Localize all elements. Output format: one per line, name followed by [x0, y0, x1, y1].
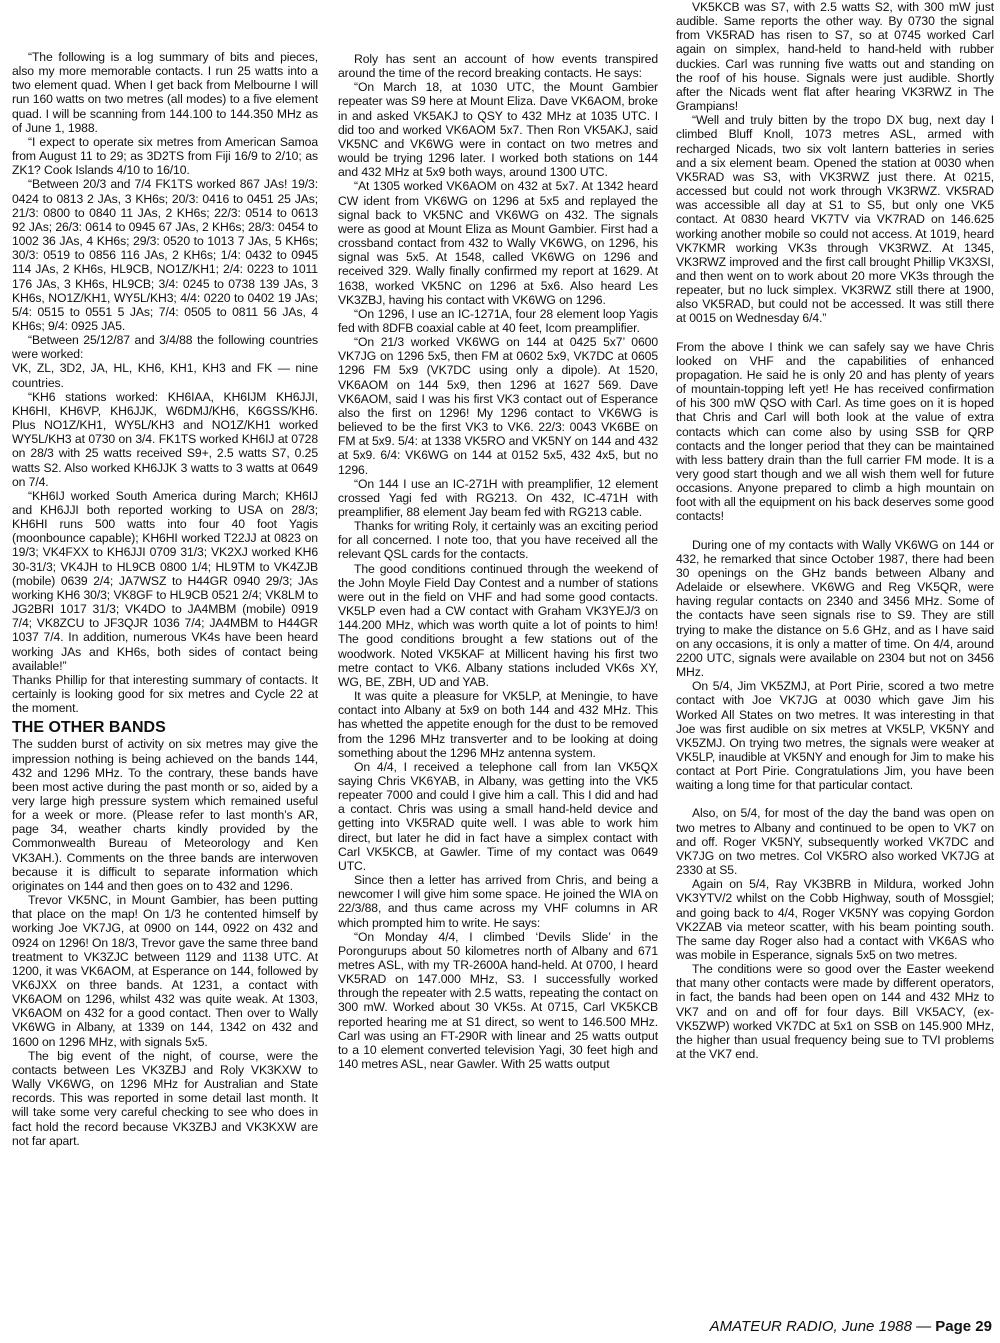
page-footer	[710, 1318, 992, 1336]
paragraph: VK5KCB was S7, with 2.5 watts S2, with 300 mW just audible. Same reports the other way. By 0730 the signal from VK5RAD has risen to S7, so at 0745 worked Carl again on simplex, hand-held to hand-held with rubber duckies. Carl was running five watts out and standing on the roof of his house. Signals were just audible. Shortly after the Nicads went flat after hearing VK3RWZ in The Grampians!	[676, 0, 994, 114]
paragraph: “Well and truly bitten by the tropo DX bug, next day I climbed Bluff Knoll, 1073 metres ASL, armed with recharged Nicads, two six volt lantern batteries in series and a six element beam. Opened the station at 0030 when VK5RAD was S3, with VK3RWZ just there. At 0215, accessed but could not work through VK3RWZ. VK5RAD was accessible all day at S1 to S5, but only one VK5 contact. At 0830 heard VK7TV via VK7RAD on 146.625 working another mobile so could not access. At 1019, heard VK7KMR working VK3s through VK3RWZ. At 1345, VK3RWZ improved and the first call brought Phillip VK3XSI, and then went on to work about 20 more VK3s through the repeater, but no luck simplex. VK3RWZ still there at 1900, also VK5RAD, but could not be accessed. It was still there at 0015 on Wednesday 6/4.”	[676, 113, 994, 326]
paragraph: On 4/4, I received a telephone call from Ian VK5QX saying Chris VK6YAB, in Albany, was getting into the VK5 repeater 7000 and could I give him a call. This I did and had a contact. Chris was using a small hand-held device and getting into VK5RAD quite well. I was able to work him direct, but later he did in fact have a simplex contact with Carl VK5KCB, at Gawler. Time of my contact was 0649 UTC.	[338, 759, 658, 873]
paragraph: “KH6IJ worked South America during March; KH6IJ and KH6JJI both reported working to USA on 28/3; KH6HI runs 500 watts into four 40 foot Yagis (moonbounce capable); KH6HI worked T22JJ at 0823 on 19/3; VK4FXX to KH6JJI 0709 31/3; VK2XJ worked KH6 30-31/3; VK4JH to HL9CB 0800 1/4; HL9TM to VK4ZJB (mobile) 0639 2/4; JA7WSZ to H44GR 0940 29/3; JAs working KH6 30/3; VK8GF to HL9CB 0521 2/4; VK8LM to JG2BRI 1017 31/3; VK4DO to JA4MBM (mobile) 0919 7/4; VK8ZCU to JF3QJR 1036 7/4; JA4MBM to H44GR 1037 7/4. In addition, numerous VK4s have been heard working JAs and KH6s, both sides of contact being available!”	[12, 488, 318, 673]
paragraph: During one of my contacts with Wally VK6WG on 144 or 432, he remarked that since October 1987, there had been 30 openings on the GHz bands between Albany and Adelaide or elsewhere. VK6WG and Reg VK5QR, were having regular contacts on 2340 and 3456 MHz. Some of the contacts have seen signals rise to S9. They are still trying to make the distance on 5.6 GHz, and as I have said on any occasions, it is only a matter of time. On 4/4, around 2200 UTC, signals were available on 2304 but not on 3456 MHz.	[676, 537, 994, 680]
paragraph: Also, on 5/4, for most of the day the band was open on two metres to Albany and continued to be open to VK7 on and off. Roger VK5NY, subsequently worked VK7DC and VK7JG on two metres. Col VK5RO also worked VK7JG at 2330 at S5.	[676, 806, 994, 878]
column-3	[676, 0, 994, 1061]
paragraph: “On 1296, I use an IC-1271A, four 28 element loop Yagis fed with 8DFB coaxial cable at 40 feet, Icom preamplifier.	[338, 306, 658, 335]
paragraph: From the above I think we can safely say we have Chris looked on VHF and the capabilities of enhanced propagation. He said he is only 20 and has plenty of years of mountain-topping left yet! He has received confirmation of his 300 mW QSO with Carl. As time goes on it is hoped that Chris and Carl will both look at the value of extra contacts which can come also by using SSB for QRP contacts and the longer period that they can be maintained with less battery drain than the full carrier FM mode. It is a very good start though and we all wish them well for future occasions. Anyone prepared to climb a high mountain on foot with all the equipment on his back deserves some good contacts!	[676, 339, 994, 524]
paragraph: Thanks for writing Roly, it certainly was an exciting period for all concerned. I note too, that you have received all the relevant QSL cards for the contacts.	[338, 519, 658, 562]
column-2	[338, 52, 658, 1071]
paragraph: “On 21/3 worked VK6WG on 144 at 0425 5x7’ 0600 VK7JG on 1296 5x5, then FM at 0602 5x9, VK7DC at 0605 1296 FM 5x9 (VK7DC using only a dipole). At 1520, VK6AOM on 144 5x9, then 1296 at 1627 569. Dave VK6AOM, said I was his first VK3 contact out of Esperance also the first on 1296! My 1296 contact to VK6WG is believed to be the first VK3 to VK6. 22/3: 0043 VK6BE on FM at 5x9. 5/4: at 1338 VK5RO and VK5NY on 144 and 432 at 5x9. 6/4: VK6WG on 144 at 0152 5x5, 432 4x5, but no 1296.	[338, 335, 658, 477]
paragraph: “I expect to operate six metres from American Samoa from August 11 to 29; as 3D2TS from Fiji 16/9 to 2/10; as ZK1? Cook Islands 4/10 to 16/10.	[12, 134, 318, 178]
page-number: Page 29	[935, 1318, 992, 1335]
paragraph: “At 1305 worked VK6AOM on 432 at 5x7. At 1342 heard CW ident from VK6WG on 1296 at 5x5 and replayed the signal back to VK5NC and VK6WG on 432. The signals were as good at Mount Eliza as Mount Gambier. First had a crossband contact from 432 to Wally VK6WG, on 1296, his signal was 5x5. At 1548, called VK6WG on 1296 and received 329. Wally finally confirmed my report at 1629. At 1638, worked VK5NC on 1296 at 5x6. Also heard Les VK3ZBJ, having his contact with VK6WG on 1296.	[338, 179, 658, 307]
paragraph: “Between 25/12/87 and 3/4/88 the following countries were worked:	[12, 333, 318, 362]
publication-title: AMATEUR RADIO, June 1988	[709, 1318, 912, 1335]
paragraph: VK, ZL, 3D2, JA, HL, KH6, KH1, KH3 and FK — nine countries.	[12, 361, 318, 390]
paragraph: “Between 20/3 and 7/4 FK1TS worked 867 JAs! 19/3: 0424 to 0813 2 JAs, 3 KH6s; 20/3: 0416 to 0451 25 JAs; 21/3: 0800 to 0840 11 JAs, 2 KH6s; 22/3: 0514 to 0613 92 JAs; 26/3: 0614 to 0945 67 JAs, 2 KH6s; 28/3: 0454 to 1002 36 JAs, 4 KH6s; 29/3: 0520 to 1013 7 JAs, 5 KH6s; 30/3: 0519 to 0856 116 JAs, 2 KH6s; 1/4: 0432 to 0945 114 JAs, 2 KH6s, HL9CB, NO1Z/KH1; 2/4: 0223 to 1011 176 JAs, 3 KH6s, HL9CB; 3/4: 0245 to 0738 139 JAs, 3 KH6s, NO1Z/KH1, WY5L/KH3; 4/4: 0220 to 0402 19 JAs; 5/4: 0515 to 0551 5 JAs; 7/4: 0505 to 0811 56 JAs, 4 KH6s; 9/4: 0925 JA5.	[12, 177, 318, 333]
paragraph: “On March 18, at 1030 UTC, the Mount Gambier repeater was S9 here at Mount Eliza. Dave VK6AOM, broke in and asked VK5AKJ to QSY to 432 MHz at 1035 UTC. I did too and worked VK6AOM 5x7. Then Ron VK5AKJ, said VK5NC and VK6WG were in contact on two metres and would be trying 1296 later. I worked both stations on 144 and 432 MHz at 5x9 both ways, around 1300 UTC.	[338, 80, 658, 180]
paragraph: Roly has sent an account of how events transpired around the time of the record breaking contacts. He says:	[338, 52, 658, 81]
paragraph: The good conditions continued through the weekend of the John Moyle Field Day Contest and a number of stations were out in the field on VHF and had some good contacts. VK5LP even had a CW contact with Graham VK3YEJ/3 on 144.200 MHz, which was worth quite a lot of points to him! The good conditions brought a few stations out of the woodwork. Noted VK5KAF at Millicent having his first two metre contact to VK6. Albany stations included VK6s XY, WG, BE, ZBH, UD and YAB.	[338, 561, 658, 689]
paragraph: On 5/4, Jim VK5ZMJ, at Port Pirie, scored a two metre contact with Joe VK7JG at 0030 which gave Jim his Worked All States on two metres. It was interesting in that Joe was first audible on six metres at VK5LP, VK5NY and VK5ZMJ. On trying two metres, the signals were weaker at VK5LP, inaudible at VK5NY and enough for Jim to make his contact at Port Pirie. Congratulations Jim, you have been waiting a long time for that particular contact.	[676, 679, 994, 793]
paragraph: Since then a letter has arrived from Chris, and being a newcomer I will give him some space. He joined the WIA on 22/3/88, and thus came across my VHF columns in AR which prompted him to write. He says:	[338, 873, 658, 930]
footer-separator: —	[911, 1318, 936, 1335]
paragraph: It was quite a pleasure for VK5LP, at Meningie, to have contact into Albany at 5x9 on both 144 and 432 MHz. This has whetted the appetite enough for the dust to be removed from the 1296 MHz transverter and to be looking at doing something about the 1296 MHz antenna system.	[338, 689, 658, 760]
paragraph: “KH6 stations worked: KH6IAA, KH6IJM KH6JJI, KH6HI, KH6VP, KH6JJK, W6DMJ/KH6, K6GSS/KH6. Plus NO1Z/KH1, WY5L/KH3 and NO1Z/KH1 worked WY5L/KH3 at 0730 on 3/4. FK1TS worked KH6IJ at 0728 on 28/3 with 25 watts received S9+, 2.5 watts S7, 0.25 watts S2. Also worked KH6JJK 3 watts to 3 watts at 0649 on 7/4.	[12, 389, 318, 489]
paragraph: Trevor VK5NC, in Mount Gambier, has been putting that place on the map! On 1/3 he contented himself by working Joe VK7JG, at 0900 on 144, 0922 on 432 and 0924 on 1296! On 18/3, Trevor gave the same three band treatment to VK3ZJC between 1129 and 1138 UTC. At 1200, it was VK6AOM, at Esperance on 144, followed by VK6JXX on three bands. At 1231, a contact with VK6AOM on 1296, whilst 432 was quite weak. At 1303, VK6AOM on 432 for a good contact. Then over to Wally VK6WG in Albany, at 1339 on 144, 1342 on 432 and 1600 on 1296 MHz, with signals 5x5.	[12, 893, 318, 1049]
paragraph: “On 144 I use an IC-271H with preamplifier, 12 element crossed Yagi fed with RG213. On 432, IC-471H with preamplifier, 88 element Jay beam fed with RG213 cable.	[338, 476, 658, 519]
section-heading: THE OTHER BANDS	[12, 719, 166, 737]
paragraph: Again on 5/4, Ray VK3BRB in Mildura, worked John VK3YTV/2 whilst on the Cobb Highway, south of Mossgiel; and going back to 4/4, Roger VK5NY was copying Gordon VK2ZAB via meteor scatter, with his beam pointing south. The same day Roger also had a contact with VK6AS who was mobile in Esperance, signals 5x5 on two metres.	[676, 877, 994, 962]
paragraph: “On Monday 4/4, I climbed ‘Devils Slide’ in the Porongurups about 50 kilometres north of Albany and 671 metres ASL, with my TR-2600A hand-held. At 0700, I heard VK5RAD on 147.000 MHz, S3. I successfully worked through the repeater with 2.5 watts, repeating the contact on 300 mW. Worked about 30 VK5s. At 0715, Carl VK5KCB reported hearing me at S1 direct, so went to 146.500 MHz. Carl was using an FT-290R with linear and 25 watts output to a 10 element converted television Yagi, 30 feet high and 140 metres ASL, near Gawler. With 25 watts output	[338, 929, 658, 1072]
paragraph: The sudden burst of activity on six metres may give the impression nothing is being achieved on the bands 144, 432 and 1296 MHz. To the contrary, these bands have been most active during the past month or so, aided by a very large high pressure system which remained useful for a week or more. (Please refer to last month’s AR, page 34, weather charts kindly provided by the Commonwealth Bureau of Meteorology and Ken VK3AH.). Comments on the three bands are interwoven because it is difficult to separate information which originates on 144 and then goes on to 432 and 1296.	[12, 737, 318, 893]
column-1	[12, 50, 318, 1148]
paragraph: The big event of the night, of course, were the contacts between Les VK3ZBJ and Roly VK3KXW to Wally VK6WG, on 1296 MHz for Australian and State records. This was reported in some detail last month. It will take some very careful checking to see who does in fact hold the record because VK3ZBJ and VK3KXW are not far apart.	[12, 1048, 318, 1148]
paragraph: Thanks Phillip for that interesting summary of contacts. It certainly is looking good for six metres and Cycle 22 at the moment.	[12, 672, 318, 716]
paragraph: “The following is a log summary of bits and pieces, also my more memorable contacts. I run 25 watts into a two element quad. When I get back from Melbourne I will run 160 watts on two metres (all modes) to a five element quad. I will be scanning from 144.100 to 144.350 MHz as of June 1, 1988.	[12, 50, 318, 135]
paragraph: The conditions were so good over the Easter weekend that many other contacts were made by different operators, in fact, the bands had been open on 144 and 432 MHz to VK7 and on and off for four days. Bill VK5ACY, (ex-VK5ZWP) worked VK7DC at 5x1 on SSB on 145.900 MHz, the higher than usual frequency being sue to TVI problems at the VK7 end.	[676, 962, 994, 1062]
